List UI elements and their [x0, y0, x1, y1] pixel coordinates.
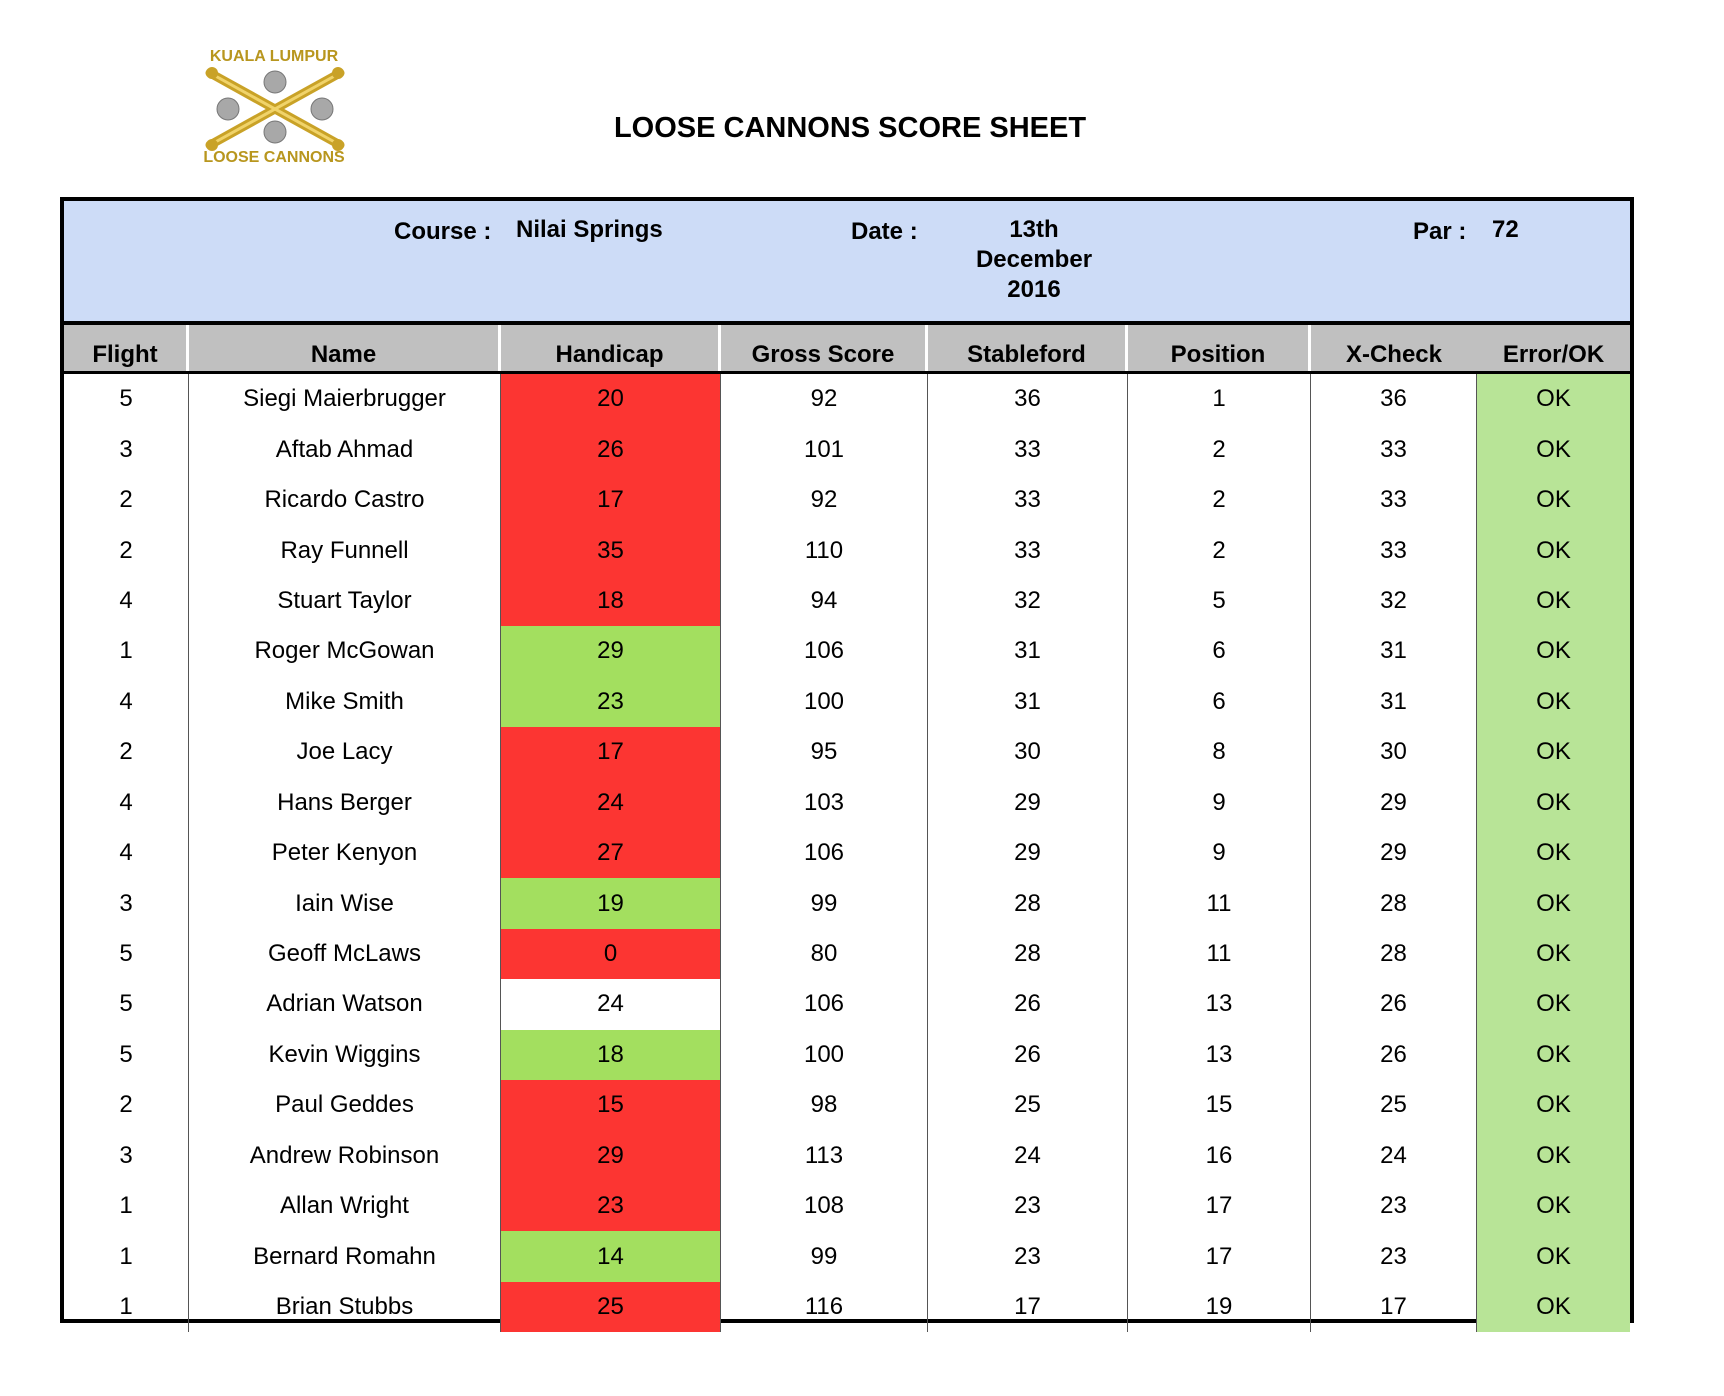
stableford-cell: 17 [928, 1282, 1128, 1332]
position-cell: 17 [1128, 1231, 1311, 1281]
column-header-x-check: X-Check [1345, 341, 1443, 368]
gross-score-cell: 103 [721, 778, 928, 828]
stableford-cell: 24 [928, 1131, 1128, 1181]
status-cell: OK [1477, 727, 1630, 777]
table-header [64, 325, 1630, 374]
position-cell: 6 [1128, 626, 1311, 676]
table-row [64, 1181, 1630, 1231]
position-cell: 19 [1128, 1282, 1311, 1332]
position-cell: 9 [1128, 778, 1311, 828]
par-value: 72 [1492, 216, 1519, 243]
x-check-cell: 33 [1311, 525, 1477, 575]
table-row [64, 1282, 1630, 1332]
handicap-cell: 17 [501, 727, 721, 777]
handicap-cell: 18 [501, 576, 721, 626]
stableford-cell: 32 [928, 576, 1128, 626]
player-name-cell: Mike Smith [189, 677, 501, 727]
player-name-cell: Kevin Wiggins [189, 1030, 501, 1080]
par-label: Par : [1413, 218, 1467, 245]
table-row [64, 878, 1630, 928]
column-header-position: Position [1128, 325, 1311, 371]
player-name-cell: Geoff McLaws [189, 929, 501, 979]
status-cell: OK [1477, 1231, 1630, 1281]
flight-cell: 3 [64, 424, 189, 474]
flight-cell: 3 [64, 1131, 189, 1181]
table-row [64, 475, 1630, 525]
course-value: Nilai Springs [516, 216, 663, 243]
gross-score-cell: 95 [721, 727, 928, 777]
position-cell: 13 [1128, 979, 1311, 1029]
position-cell: 2 [1128, 475, 1311, 525]
gross-score-cell: 99 [721, 878, 928, 928]
gross-score-cell: 113 [721, 1131, 928, 1181]
flight-cell: 5 [64, 929, 189, 979]
position-cell: 6 [1128, 677, 1311, 727]
x-check-cell: 24 [1311, 1131, 1477, 1181]
status-cell: OK [1477, 1131, 1630, 1181]
logo-top-text: KUALA LUMPUR [209, 48, 339, 65]
player-name-cell: Iain Wise [189, 878, 501, 928]
stableford-cell: 28 [928, 929, 1128, 979]
flight-cell: 4 [64, 828, 189, 878]
x-check-cell: 17 [1311, 1282, 1477, 1332]
flight-cell: 5 [64, 979, 189, 1029]
status-cell: OK [1477, 878, 1630, 928]
date-line-2: December [975, 246, 1093, 273]
x-check-cell: 33 [1311, 424, 1477, 474]
handicap-cell: 14 [501, 1231, 721, 1281]
table-row [64, 374, 1630, 424]
table-row [64, 1231, 1630, 1281]
gross-score-cell: 100 [721, 677, 928, 727]
stableford-cell: 26 [928, 979, 1128, 1029]
table-row [64, 424, 1630, 474]
stableford-cell: 33 [928, 475, 1128, 525]
position-cell: 9 [1128, 828, 1311, 878]
table-row [64, 525, 1630, 575]
table-row [64, 727, 1630, 777]
flight-cell: 1 [64, 1181, 189, 1231]
score-table-body [64, 374, 1630, 1332]
x-check-cell: 23 [1311, 1231, 1477, 1281]
table-row [64, 929, 1630, 979]
handicap-cell: 23 [501, 1181, 721, 1231]
handicap-cell: 0 [501, 929, 721, 979]
status-cell: OK [1477, 778, 1630, 828]
handicap-cell: 18 [501, 1030, 721, 1080]
table-row [64, 626, 1630, 676]
gross-score-cell: 92 [721, 374, 928, 424]
score-sheet [60, 197, 1634, 1323]
gross-score-cell: 110 [721, 525, 928, 575]
status-cell: OK [1477, 929, 1630, 979]
player-name-cell: Ricardo Castro [189, 475, 501, 525]
player-name-cell: Adrian Watson [189, 979, 501, 1029]
course-info-banner [64, 201, 1630, 325]
column-header-handicap: Handicap [501, 325, 721, 371]
gross-score-cell: 116 [721, 1282, 928, 1332]
course-label: Course : [394, 218, 492, 245]
position-cell: 2 [1128, 525, 1311, 575]
position-cell: 15 [1128, 1080, 1311, 1130]
gross-score-cell: 99 [721, 1231, 928, 1281]
gross-score-cell: 80 [721, 929, 928, 979]
flight-cell: 3 [64, 878, 189, 928]
column-header-gross-score: Gross Score [721, 325, 928, 371]
handicap-cell: 24 [501, 778, 721, 828]
gross-score-cell: 108 [721, 1181, 928, 1231]
table-row [64, 1030, 1630, 1080]
stableford-cell: 23 [928, 1181, 1128, 1231]
column-header-flight: Flight [64, 325, 189, 371]
table-row [64, 828, 1630, 878]
player-name-cell: Andrew Robinson [189, 1131, 501, 1181]
handicap-cell: 15 [501, 1080, 721, 1130]
gross-score-cell: 100 [721, 1030, 928, 1080]
handicap-cell: 19 [501, 878, 721, 928]
table-row [64, 979, 1630, 1029]
flight-cell: 1 [64, 1231, 189, 1281]
date-label: Date : [851, 218, 918, 245]
player-name-cell: Aftab Ahmad [189, 424, 501, 474]
flight-cell: 4 [64, 576, 189, 626]
status-cell: OK [1477, 374, 1630, 424]
stableford-cell: 28 [928, 878, 1128, 928]
position-cell: 5 [1128, 576, 1311, 626]
stableford-cell: 29 [928, 828, 1128, 878]
table-row [64, 576, 1630, 626]
flight-cell: 2 [64, 475, 189, 525]
x-check-cell: 26 [1311, 1030, 1477, 1080]
player-name-cell: Hans Berger [189, 778, 501, 828]
position-cell: 11 [1128, 929, 1311, 979]
handicap-cell: 26 [501, 424, 721, 474]
flight-cell: 4 [64, 778, 189, 828]
flight-cell: 4 [64, 677, 189, 727]
flight-cell: 1 [64, 1282, 189, 1332]
table-row [64, 677, 1630, 727]
status-cell: OK [1477, 424, 1630, 474]
handicap-cell: 25 [501, 1282, 721, 1332]
column-header-name: Name [189, 325, 501, 371]
status-cell: OK [1477, 979, 1630, 1029]
x-check-cell: 29 [1311, 828, 1477, 878]
status-cell: OK [1477, 626, 1630, 676]
table-row [64, 778, 1630, 828]
x-check-cell: 26 [1311, 979, 1477, 1029]
stableford-cell: 31 [928, 677, 1128, 727]
player-name-cell: Ray Funnell [189, 525, 501, 575]
stableford-cell: 30 [928, 727, 1128, 777]
stableford-cell: 26 [928, 1030, 1128, 1080]
gross-score-cell: 101 [721, 424, 928, 474]
x-check-cell: 28 [1311, 929, 1477, 979]
status-cell: OK [1477, 828, 1630, 878]
x-check-cell: 32 [1311, 576, 1477, 626]
flight-cell: 1 [64, 626, 189, 676]
stableford-cell: 23 [928, 1231, 1128, 1281]
player-name-cell: Allan Wright [189, 1181, 501, 1231]
table-row [64, 1080, 1630, 1130]
x-check-cell: 33 [1311, 475, 1477, 525]
handicap-cell: 27 [501, 828, 721, 878]
flight-cell: 5 [64, 374, 189, 424]
player-name-cell: Stuart Taylor [189, 576, 501, 626]
date-line-3: 2016 [1007, 276, 1061, 303]
player-name-cell: Bernard Romahn [189, 1231, 501, 1281]
gross-score-cell: 98 [721, 1080, 928, 1130]
x-check-cell: 36 [1311, 374, 1477, 424]
player-name-cell: Peter Kenyon [189, 828, 501, 878]
gross-score-cell: 106 [721, 828, 928, 878]
handicap-cell: 24 [501, 979, 721, 1029]
handicap-cell: 23 [501, 677, 721, 727]
stableford-cell: 25 [928, 1080, 1128, 1130]
x-check-cell: 25 [1311, 1080, 1477, 1130]
x-check-cell: 23 [1311, 1181, 1477, 1231]
page-title: LOOSE CANNONS SCORE SHEET [613, 112, 1087, 144]
table-row [64, 1131, 1630, 1181]
x-check-cell: 30 [1311, 727, 1477, 777]
position-cell: 16 [1128, 1131, 1311, 1181]
column-header-stableford: Stableford [928, 325, 1128, 371]
position-cell: 1 [1128, 374, 1311, 424]
logo-bottom-text: LOOSE CANNONS [203, 149, 345, 166]
position-cell: 13 [1128, 1030, 1311, 1080]
handicap-cell: 29 [501, 1131, 721, 1181]
handicap-cell: 17 [501, 475, 721, 525]
player-name-cell: Joe Lacy [189, 727, 501, 777]
stableford-cell: 36 [928, 374, 1128, 424]
status-cell: OK [1477, 525, 1630, 575]
position-cell: 11 [1128, 878, 1311, 928]
status-cell: OK [1477, 1282, 1630, 1332]
gross-score-cell: 92 [721, 475, 928, 525]
handicap-cell: 20 [501, 374, 721, 424]
status-cell: OK [1477, 576, 1630, 626]
status-cell: OK [1477, 475, 1630, 525]
flight-cell: 5 [64, 1030, 189, 1080]
player-name-cell: Roger McGowan [189, 626, 501, 676]
stableford-cell: 31 [928, 626, 1128, 676]
stableford-cell: 33 [928, 424, 1128, 474]
x-check-cell: 31 [1311, 677, 1477, 727]
column-header-error-ok: Error/OK [1502, 341, 1605, 368]
handicap-cell: 35 [501, 525, 721, 575]
flight-cell: 2 [64, 1080, 189, 1130]
gross-score-cell: 94 [721, 576, 928, 626]
flight-cell: 2 [64, 525, 189, 575]
stableford-cell: 33 [928, 525, 1128, 575]
stableford-cell: 29 [928, 778, 1128, 828]
flight-cell: 2 [64, 727, 189, 777]
position-cell: 17 [1128, 1181, 1311, 1231]
position-cell: 8 [1128, 727, 1311, 777]
player-name-cell: Paul Geddes [189, 1080, 501, 1130]
x-check-cell: 29 [1311, 778, 1477, 828]
player-name-cell: Brian Stubbs [189, 1282, 501, 1332]
status-cell: OK [1477, 1080, 1630, 1130]
handicap-cell: 29 [501, 626, 721, 676]
status-cell: OK [1477, 1030, 1630, 1080]
date-line-1: 13th [1009, 216, 1059, 243]
x-check-cell: 28 [1311, 878, 1477, 928]
status-cell: OK [1477, 1181, 1630, 1231]
status-cell: OK [1477, 677, 1630, 727]
club-logo [190, 45, 370, 170]
x-check-cell: 31 [1311, 626, 1477, 676]
player-name-cell: Siegi Maierbrugger [189, 374, 501, 424]
gross-score-cell: 106 [721, 626, 928, 676]
position-cell: 2 [1128, 424, 1311, 474]
gross-score-cell: 106 [721, 979, 928, 1029]
